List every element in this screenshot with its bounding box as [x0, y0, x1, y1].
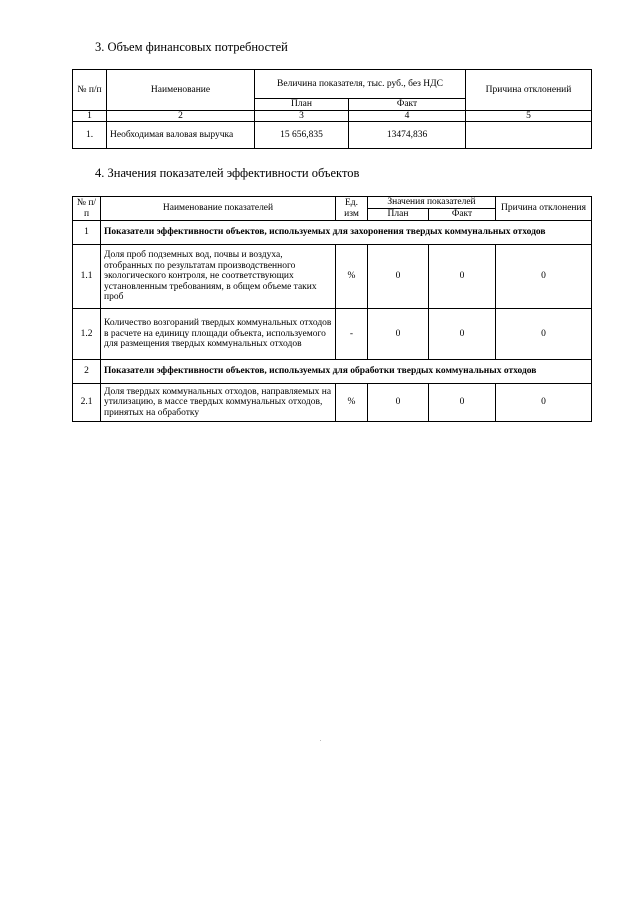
- row-unit: %: [336, 384, 368, 422]
- group-title: Показатели эффективности объектов, используемых для обработки твердых коммунальных отходов: [101, 360, 592, 384]
- group-num: 2: [73, 360, 101, 384]
- row-reason: [466, 122, 592, 149]
- row-plan: 0: [368, 384, 429, 422]
- group-row: [73, 360, 592, 384]
- header-num: № п/п: [73, 197, 101, 221]
- row-reason: 0: [496, 384, 592, 422]
- row-num: 1.1: [73, 245, 101, 309]
- header-fact: Факт: [349, 99, 466, 111]
- header-value: Величина показателя, тыс. руб., без НДС: [255, 70, 466, 99]
- row-plan: 0: [368, 309, 429, 360]
- row-name: Необходимая валовая выручка: [107, 122, 255, 149]
- row-name: Доля твердых коммунальных отходов, направляемых на утилизацию, в массе твердых коммунальных отходов, принятых на обработку: [101, 384, 336, 422]
- header-unit: Ед. изм: [336, 197, 368, 221]
- row-name: Доля проб подземных вод, почвы и воздуха, отобранных по результатам производственного экологического контроля, не соответствующих установленным требованиям, в общем объеме таких проб: [101, 245, 336, 309]
- group-row: [73, 221, 592, 245]
- column-number: 5: [466, 110, 592, 122]
- table-row: [73, 309, 592, 360]
- row-reason: 0: [496, 245, 592, 309]
- financial-needs-table: [72, 69, 592, 149]
- header-plan: План: [368, 209, 429, 221]
- row-plan: 0: [368, 245, 429, 309]
- efficiency-indicators-table: [72, 196, 592, 422]
- header-fact: Факт: [429, 209, 496, 221]
- header-reason: Причина отклонения: [496, 197, 592, 221]
- header-num: № п/п: [73, 70, 107, 111]
- column-number: 1: [73, 110, 107, 122]
- row-name: Количество возгораний твердых коммунальных отходов в расчете на единицу площади объекта, используемого для размещения твердых коммунальных отходов: [101, 309, 336, 360]
- table-row: [73, 384, 592, 422]
- header-reason: Причина отклонений: [466, 70, 592, 111]
- efficiency-indicators-title: 4. Значения показателей эффективности объектов: [95, 166, 360, 180]
- column-number: 4: [349, 110, 466, 122]
- row-fact: 0: [429, 309, 496, 360]
- header-name: Наименование показателей: [101, 197, 336, 221]
- group-title: Показатели эффективности объектов, используемых для захоронения твердых коммунальных отходов: [101, 221, 592, 245]
- header-values: Значения показателей: [368, 197, 496, 209]
- financial-needs-title: 3. Объем финансовых потребностей: [95, 40, 288, 54]
- row-unit: -: [336, 309, 368, 360]
- header-name: Наименование: [107, 70, 255, 111]
- column-number: 2: [107, 110, 255, 122]
- scan-speck: [320, 740, 321, 741]
- table-row: [73, 122, 592, 149]
- table-row: [73, 245, 592, 309]
- row-fact: 13474,836: [349, 122, 466, 149]
- row-plan: 15 656,835: [255, 122, 349, 149]
- row-fact: 0: [429, 384, 496, 422]
- column-numbers-row: [73, 110, 592, 122]
- row-num: 1.2: [73, 309, 101, 360]
- row-reason: 0: [496, 309, 592, 360]
- row-num: 2.1: [73, 384, 101, 422]
- header-plan: План: [255, 99, 349, 111]
- row-fact: 0: [429, 245, 496, 309]
- group-num: 1: [73, 221, 101, 245]
- row-unit: %: [336, 245, 368, 309]
- row-num: 1.: [73, 122, 107, 149]
- column-number: 3: [255, 110, 349, 122]
